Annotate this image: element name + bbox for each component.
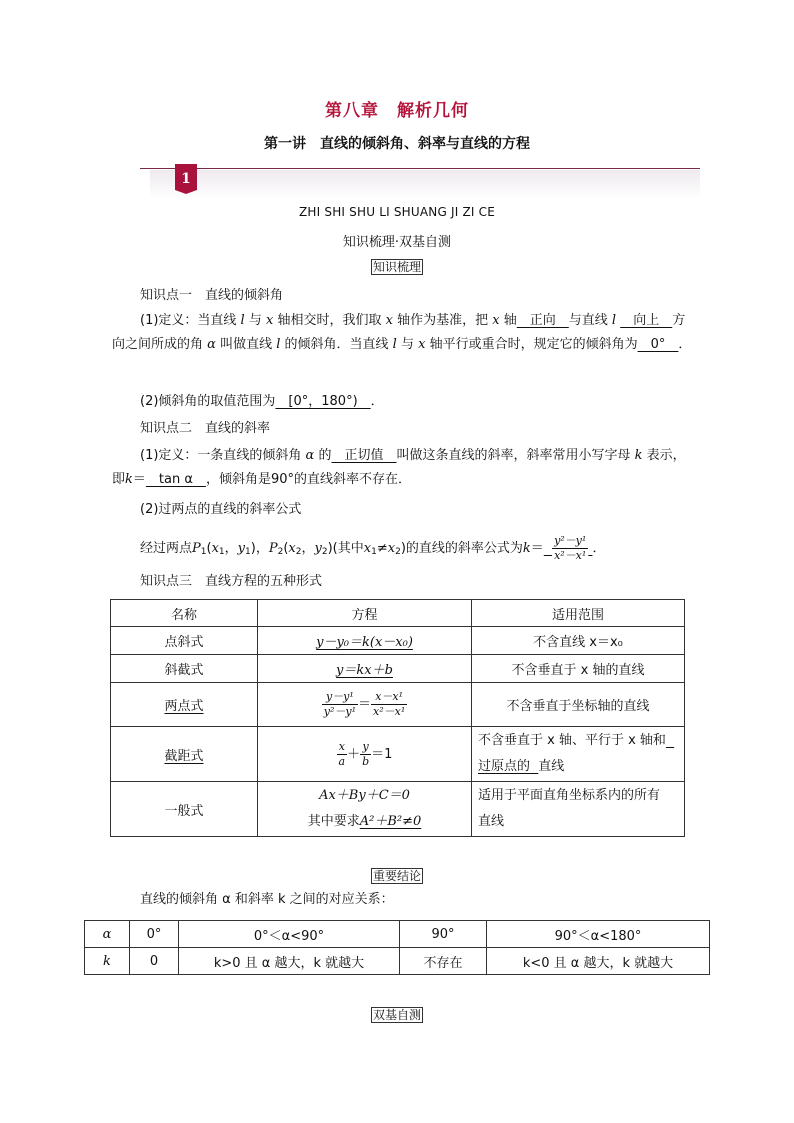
relation-intro: 直线的倾斜角 α 和斜率 k 之间的对应关系： bbox=[140, 892, 394, 907]
slope-formula-fraction: $\frac{\text{y²－y¹}}{\text{x²－x¹}}$ bbox=[554, 534, 587, 562]
column-header: 适用范围 bbox=[472, 600, 685, 627]
banner-shade bbox=[150, 170, 700, 198]
self-test-tag-wrap bbox=[0, 1008, 794, 1023]
blank-angle-range: [0°，180°) bbox=[275, 394, 371, 409]
blank-tan-alpha: tan α bbox=[145, 472, 206, 487]
kp1-range: (2)倾斜角的取值范围为 [0°，180°) ． bbox=[140, 394, 384, 409]
kp1-definition: (1)定义：当直线 l 与 x 轴相交时，我们取 x 轴作为基准，把 x 轴 正向 与直线 l 向上 方向之间所成的角 α 叫做直线 l 的倾斜角．当直线 l 与 x 轴平行或重合时，规定它的倾斜角为 0° ． bbox=[112, 313, 692, 352]
angle-slope-relation-table bbox=[84, 920, 710, 975]
table-row: 点斜式 y－y₀＝k(x－x₀) 不含直线 x＝x₀ bbox=[111, 627, 685, 655]
table-header-row bbox=[111, 600, 685, 627]
badge-number: 1 bbox=[181, 171, 191, 187]
table-row: 截距式 $\frac{x}{a}$ ＋ $\frac{y}{b}$ ＝1 不含垂直于 x 轴、平行于 x 轴和 过原点的 直线 bbox=[111, 727, 685, 782]
knowledge-review-tag-wrap bbox=[0, 260, 794, 275]
kp2-title: 知识点二 直线的斜率 bbox=[140, 421, 271, 436]
table-row-k: k 0 k>0 且 α 越大，k 就越大 不存在 k<0 且 α 越大，k 就越大 bbox=[85, 948, 710, 975]
section-number-badge bbox=[175, 164, 197, 194]
blank-upward: 向上 bbox=[620, 313, 673, 328]
table-row: 两点式 $\frac{\text{y－y¹}}{\text{y²－y¹}}$ ＝ $\frac{\text{x－x¹}}{\text{x²－x¹}}$ 不含垂直于坐标轴的直线 bbox=[111, 683, 685, 727]
kp2-formula: 经过两点$P_1(x_1$，$y_1$)，$P_2(x_2$，$y_2$)(其中$x_1\ne x_2$)的直线的斜率公式为k＝ $\frac{\text{y²－y¹}}{\text{x²－x¹}}$ ． bbox=[140, 534, 606, 562]
pinyin-heading: ZHI SHI SHU LI SHUANG JI ZI CE bbox=[298, 205, 496, 219]
line-equation-forms-table bbox=[110, 599, 685, 837]
banner-rule bbox=[140, 168, 700, 169]
kp1-title: 知识点一 直线的倾斜角 bbox=[140, 288, 284, 303]
blank-zero-degree: 0° bbox=[637, 337, 679, 352]
kp2-formula-title: (2)过两点的直线的斜率公式 bbox=[140, 502, 302, 517]
table-row: 斜截式 y＝kx＋b 不含垂直于 x 轴的直线 bbox=[111, 655, 685, 683]
chapter-title: 第八章 解析几何 bbox=[325, 101, 469, 121]
table-row-alpha: α 0° 0°＜α<90° 90° 90°＜α<180° bbox=[85, 921, 710, 948]
blank-tangent: 正切值 bbox=[331, 448, 397, 463]
important-conclusion-tag: 重要结论 bbox=[372, 869, 421, 883]
knowledge-review-tag: 知识梳理 bbox=[372, 260, 421, 274]
blank-positive-direction: 正向 bbox=[516, 313, 569, 328]
section-subtitle: 知识梳理·双基自测 bbox=[342, 235, 452, 250]
self-test-tag: 双基自测 bbox=[372, 1008, 421, 1022]
column-header: 方程 bbox=[258, 600, 472, 627]
kp3-title: 知识点三 直线方程的五种形式 bbox=[140, 574, 323, 589]
column-header: 名称 bbox=[111, 600, 258, 627]
table-row: 一般式 Ax＋By＋C＝0 其中要求A²＋B²≠0 适用于平面直角坐标系内的所有 直线 bbox=[111, 782, 685, 837]
important-conclusion-tag-wrap bbox=[0, 869, 794, 884]
kp2-definition: (1)定义：一条直线的倾斜角 α 的 正切值 叫做这条直线的斜率，斜率常用小写字母 k 表示，即k＝ tan α ，倾斜角是90°的直线斜率不存在． bbox=[112, 448, 686, 487]
lecture-title: 第一讲 直线的倾斜角、斜率与直线的方程 bbox=[264, 136, 530, 152]
